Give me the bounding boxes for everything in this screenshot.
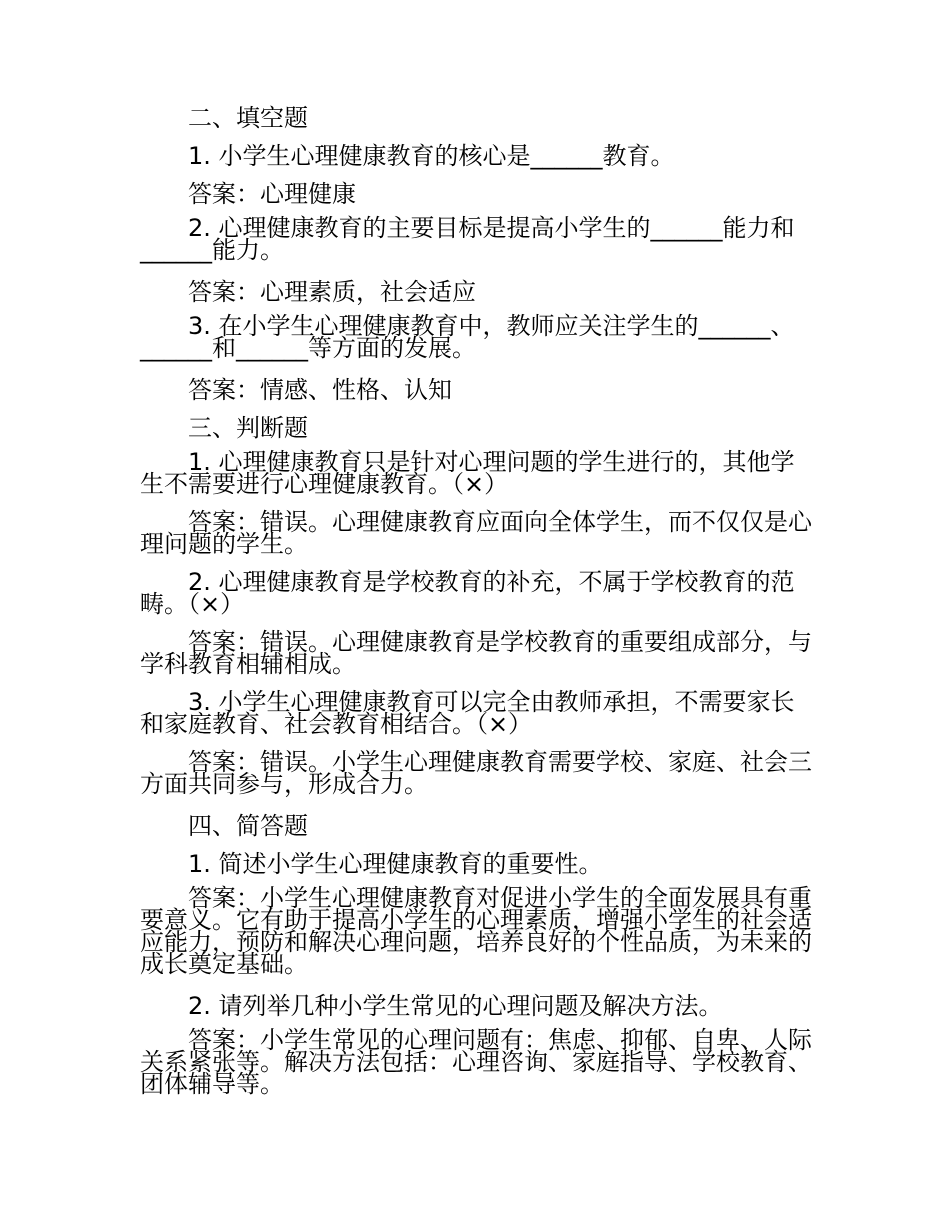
question-tf-3: 3. 小学生心理健康教育可以完全由教师承担，不需要家长和家庭教育、社会教育相结合。（×） [140, 688, 795, 738]
answer-tf-1: 答案：错误。心理健康教育应面向全体学生，而不仅仅是心理问题的学生。 [140, 508, 812, 558]
question-short-1: 1. 简述小学生心理健康教育的重要性。 [188, 850, 603, 878]
answer-fill-1: 答案：心理健康 [188, 180, 356, 208]
question-fill-1: 1. 小学生心理健康教育的核心是______教育。 [188, 142, 675, 170]
section-heading-true-false: 三、判断题 [188, 414, 308, 442]
question-tf-1: 1. 心理健康教育只是针对心理问题的学生进行的，其他学生不需要进行心理健康教育。（×） [140, 448, 795, 498]
question-fill-2: 2. 心理健康教育的主要目标是提高小学生的______能力和______能力。 [140, 214, 795, 264]
answer-tf-2: 答案：错误。心理健康教育是学校教育的重要组成部分，与学科教育相辅相成。 [140, 628, 812, 678]
answer-short-2: 答案：小学生常见的心理问题有：焦虑、抑郁、自卑、人际关系紧张等。解决方法包括：心理咨询、家庭指导、学校教育、团体辅导等。 [140, 1026, 812, 1098]
question-tf-2: 2. 心理健康教育是学校教育的补充，不属于学校教育的范畴。（×） [140, 568, 795, 618]
question-fill-3: 3. 在小学生心理健康教育中，教师应关注学生的______、______和______等方面的发展。 [140, 312, 795, 362]
answer-short-1: 答案：小学生心理健康教育对促进小学生的全面发展具有重要意义。它有助于提高小学生的心理素质，增强小学生的社会适应能力，预防和解决心理问题，培养良好的个性品质，为未来的成长奠定基础。 [140, 884, 812, 978]
section-heading-short-answer: 四、简答题 [188, 812, 308, 840]
document-page [140, 103, 812, 1111]
question-short-2: 2. 请列举几种小学生常见的心理问题及解决方法。 [188, 992, 723, 1020]
answer-fill-2: 答案：心理素质，社会适应 [188, 278, 476, 306]
section-heading-fill-in: 二、填空题 [188, 104, 308, 132]
answer-fill-3: 答案：情感、性格、认知 [188, 376, 452, 404]
answer-tf-3: 答案：错误。小学生心理健康教育需要学校、家庭、社会三方面共同参与，形成合力。 [140, 748, 812, 798]
